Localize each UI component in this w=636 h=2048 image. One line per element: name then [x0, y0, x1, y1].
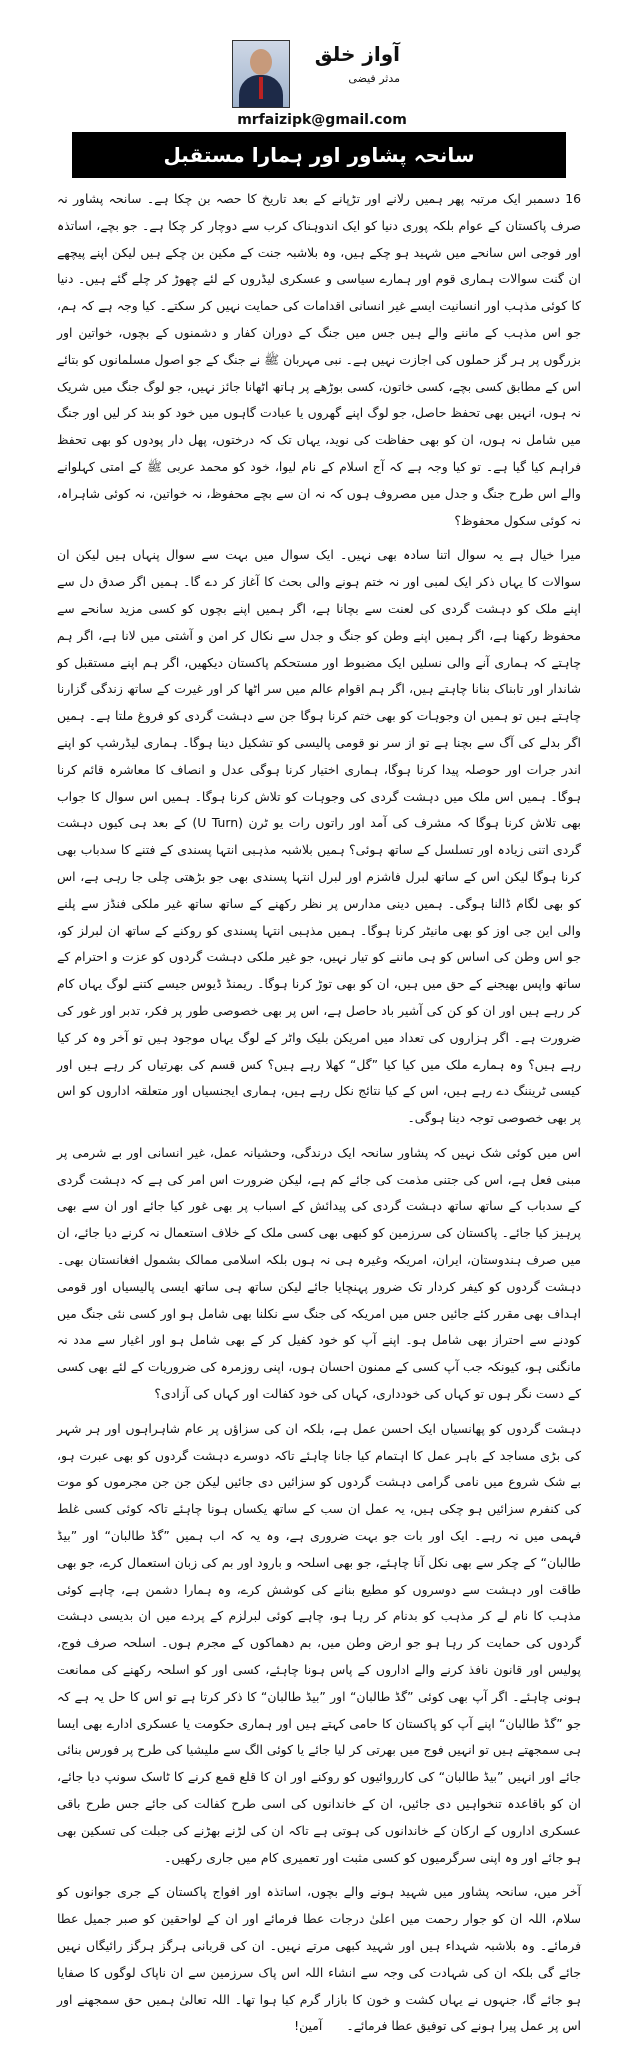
- article-body: [57, 186, 581, 2048]
- author-email: mrfaizipk@gmail.com: [237, 112, 407, 128]
- paragraph: اس میں کوئی شک نہیں کہ پشاور سانحہ ایک درندگی، وحشیانہ عمل، غیر انسانی اور بے شرمی پر مبنی فعل ہے، اس کی جتنی مذمت کی جائے کم ہے، لیکن ضرورت اس امر کی ہے کہ دہشت گردی کے سدباب کے ساتھ ساتھ دہشت گردی کی پیدائش کے اسباب پر بھی غور کیا جائے اور ان سے بھی پرہیز کیا جائے۔ پاکستان کی سرزمین کو کبھی بھی کسی ملک کے خلاف استعمال نہ کرنے دیا جائے، ان میں صرف ہندوستان، ایران، امریکہ وغیرہ ہی نہ ہوں بلکہ اسلامی ممالک بشمول افغانستان بھی۔ دہشت گردوں کو کیفر کردار تک ضرور پہنچایا جائے لیکن ساتھ ہی ساتھ ایسی پالیسیاں اور قومی اہداف بھی مقرر کئے جائیں جس میں امریکہ کی جنگ سے نکلنا بھی شامل ہو اور کسی نئی جنگ میں کودنے سے احتراز بھی شامل ہو۔ اپنے آپ کو خود کفیل کر کے بھی شامل ہو اور اغیار سے مدد نہ مانگنی ہو، کیونکہ جب آپ کسی کے ممنون احسان ہوں، اپنی روزمرہ کی ضروریات کے لئے بھی کسی کے دست نگر ہوں تو کہاں کی خودداری، کہاں کی خود کفالت اور کہاں کی آزادی؟: [57, 1144, 581, 1402]
- paragraph: [57, 1879, 581, 2040]
- paragraph: میرا خیال ہے یہ سوال اتنا سادہ بھی نہیں۔ ایک سوال میں بہت سے سوال پنہاں ہیں لیکن ان سوالات کا یہاں ذکر ایک لمبی اور نہ ختم ہونے والی بحث کا آغاز کر دے گا۔ ہمیں اگر صدق دل سے اپنے ملک کو دہشت گردی کی لعنت سے بچانا ہے، اگر ہمیں اپنے بچوں کو کسی مزید سانحے سے محفوظ رکھنا ہے، اگر ہمیں اپنے وطن کو جنگ و جدل سے نکال کر امن و آشتی میں لانا ہے، اگر ہم چاہتے کہ ہماری آنے والی نسلیں ایک مضبوط اور مستحکم پاکستان دیکھیں، اگر ہم اپنے مستقبل کو شاندار اور تابناک بنانا چاہتے ہیں، اگر ہم اقوام عالم میں سر اٹھا کر اور غیرت کے ساتھ زندگی گزارنا چاہتے ہیں تو ہمیں ان وجوہات کو بھی ختم کرنا ہوگا جن سے دہشت گردی کو فروغ ملتا ہے۔ ہمیں اگر بدلے کی آگ سے بچنا ہے تو از سر نو قومی پالیسی کو تشکیل دینا ہوگا۔ ہماری لیڈرشپ کو اپنے اندر جرات اور حوصلہ پیدا کرنا ہوگا، ہماری اختیار کرنا ہوگی عدل و انصاف کا معاشرہ قائم کرنا ہوگا۔ ہمیں اس ملک میں دہشت گردی کی وجوہات کو تلاش کرنا ہوگا۔ ہمیں اس سوال کا جواب بھی تلاش کرنا ہوگا کہ مشرف کی آمد اور راتوں رات یو ٹرن (U Turn) کے بعد ہی کیوں دہشت گردی اتنی زیادہ اور تسلسل کے ساتھ ہوئی؟ ہمیں بلاشبہ مذہبی انتہا پسندی کے فتنے کا سدباب بھی کرنا ہوگا لیکن اس کے ساتھ لبرل فاشزم اور لبرل انتہا پسندی بھی جو بڑھتی چلی جا رہی ہے، اس کو بھی لگام ڈالنا ہوگی۔ ہمیں دینی مدارس پر نظر رکھنے کے ساتھ ساتھ غیر ملکی فنڈز سے پلنے والی این جی اوز کو بھی مانیٹر کرنا ہوگا۔ ہمیں مذہبی انتہا پسندی کو روکنے کے ساتھ ان لبرلز کو، جو اس وطن کی اساس کو ہی ماننے کو تیار نہیں، جو غیر ملکی دہشت گردوں کو عزت و احترام کے ساتھ واپس بھیجنے کے حق میں ہیں، ان کو بھی توڑ کرنا ہوگا۔ ریمنڈ ڈیوس جیسے کتنے لوگ یہاں کام کر رہے ہیں اور ان کو کن کی آشیر باد حاصل ہے، اس پر بھی خصوصی طور پر فکر، تدبر اور غور کی ضرورت ہے۔ اگر ہزاروں کی تعداد میں امریکن بلیک واٹر کے لوگ یہاں موجود ہیں تو آخر وہ کر کیا رہے ہیں؟ وہ ہمارے ملک میں کیا کیا ”گل“ کھلا رہے ہیں؟ کس قسم کی بھرتیاں کر رہے ہیں اور کیسی ٹریننگ دے رہے ہیں، اس کے کیا نتائج نکل رہے ہیں، ہماری ایجنسیاں اور متعلقہ اداروں کو اس پر بھی خصوصی توجہ دینا ہوگی۔: [57, 547, 582, 1126]
- author-photo: [232, 40, 290, 108]
- column-masthead: [232, 36, 412, 132]
- closing-word: آمین!: [294, 2018, 323, 2034]
- closing-paragraph-text: آخر میں، سانحہ پشاور میں شہید ہونے والے بچوں، اساتذہ اور افواج پاکستان کے جری جوانوں کو سلام، اللہ ان کو جوار رحمت میں اعلیٰ درجات عطا فرمائے اور ان کے لواحقین کو صبر جمیل عطا فرمائے۔ وہ بلاشبہ شہداء ہیں اور شہید کبھی مرتے نہیں۔ ان کی قربانی ہرگز ہرگز رائیگاں نہیں جائے گی بلکہ ان کی شہادت کی وجہ سے انشاء اللہ اس پاک سرزمین سے ان ناپاک لوگوں کا صفایا ہو جائے گا، جنہوں نے یہاں کشت و خون کا بازار گرم کیا ہوا تھا۔ اللہ تعالیٰ ہمیں حق سمجھنے اور اس پر عمل پیرا ہونے کی توفیق عطا فرمائے۔: [57, 1884, 581, 2034]
- paragraph: دہشت گردوں کو پھانسیاں ایک احسن عمل ہے، بلکہ ان کی سزاؤں پر عام شاہراہوں اور ہر شہر کی بڑی مساجد کے باہر عمل کا اہتمام کیا جانا چاہئے تاکہ دوسرے دہشت گردوں کو بھی عبرت ہو، بے شک شروع میں نامی گرامی دہشت گردوں کو سزائیں دی جائیں لیکن جن جن مجرموں کو موت کی کنفرم سزائیں ہو چکی ہیں، یہ عمل ان سب کے ساتھ یکساں ہونا چاہئے تاکہ کوئی کسی غلط فہمی میں نہ رہے۔ ایک اور بات جو بہت ضروری ہے، وہ یہ کہ اب ہمیں ”گڈ طالبان“ اور ”بیڈ طالبان“ کے چکر سے بھی نکل آنا چاہئے، جو بھی اسلحہ و بارود اور بم کی زبان استعمال کرے، جو بھی طاقت اور دہشت سے دوسروں کو مطیع بنانے کی کوشش کرے، وہ ہمارا دشمن ہے، چاہے کوئی مذہب کا نام لے کر مذہب کو بدنام کر رہا ہو، چاہے کوئی لبرلزم کے پردے میں ان بدیسی دہشت گردوں کی حمایت کر رہا ہو جو ارض وطن میں، بم دھماکوں کے مجرم ہوں۔ اسلحہ صرف فوج، پولیس اور قانون نافذ کرنے والے اداروں کے پاس ہونا چاہئے، کسی اور کو اسلحہ رکھنے کی ممانعت ہونی چاہئے۔ اگر آپ بھی کوئی ”گڈ طالبان“ اور ”بیڈ طالبان“ کا ذکر کرتا ہے تو اس کا حل یہ ہے کہ جو ”گڈ طالبان“ اپنے آپ کو پاکستان کا حامی کہتے ہیں اور ہماری حکومت یا عسکری ادارے بھی ایسا ہی سمجھتے ہیں تو انہیں فوج میں بھرتی کر لیا جائے یا کوئی الگ سے ملیشیا کی طرح پر فورس بنائی جائے اور انہیں ”بیڈ طالبان“ کی کارروائیوں کو روکنے اور ان کا قلع قمع کرنے کا ٹاسک سونپ دیا جائے، ان کو باقاعدہ تنخواہیں دی جائیں، ان کے خاندانوں کی اسی طرح کفالت کی جائے جس طرح باقی عسکری اداروں کے ارکان کے خاندانوں کی ہوتی ہے تاکہ ان کی لڑنے بھڑنے کی جبلت کی تسکین بھی ہو جائے اور وہ اپنی سرگرمیوں کو کسی مثبت اور تعمیری کام میں جاری رکھیں۔: [57, 1420, 581, 1865]
- author-name: مدثر فیضی: [348, 72, 400, 85]
- column-title: آواز خلق: [314, 42, 400, 66]
- paragraph: 16 دسمبر ایک مرتبہ پھر ہمیں رلانے اور تڑپانے کے بعد تاریخ کا حصہ بن چکا ہے۔ سانحہ پشاور نہ صرف پاکستان کے عوام بلکہ پوری دنیا کو ایک اندوہناک کرب سے دوچار کر چکا ہے۔ جو بچے، اساتذہ اور فوجی اس سانحے میں شہید ہو چکے ہیں، وہ بلاشبہ جنت کے مکین بن چکے ہیں لیکن اپنے پیچھے ان گنت سوالات ہماری قوم اور ہمارے سیاسی و عسکری لیڈروں کے لئے چھوڑ کر چلے گئے ہیں۔ دنیا کا کوئی مذہب اور انسانیت ایسے غیر انسانی اقدامات کی حمایت نہیں کر سکتے۔ کیا وجہ ہے کہ ہم، جو اس مذہب کے ماننے والے ہیں جس میں جنگ کے دوران کفار و دشمنوں کے بچوں، خواتین اور بزرگوں پر ہر گز حملوں کی اجازت نہیں ہے۔ نبی مہربان ﷺ نے جنگ کے جو اصول مسلمانوں کو بتائے اس کے مطابق کسی بچے، کسی خاتون، کسی بوڑھے پر ہاتھ اٹھانا جائز نہیں، جو لوگ جنگ میں شریک نہ ہوں، انہیں بھی تحفظ حاصل، جو لوگ اپنے گھروں یا عبادت گاہوں میں خود کو بند کر لیں اور جنگ میں شامل نہ ہوں، ان کو بھی حفاظت کی نوید، یہاں تک کہ درختوں، پھل دار پودوں کو بھی تحفظ فراہم کیا گیا ہے۔ تو کیا وجہ ہے کہ آج اسلام کے نام لیوا، خود کو محمد عربی ﷺ کے امتی کہلوانے والے اس طرح جنگ و جدل میں مصروف ہوں کہ نہ ان سے بچے محفوظ، نہ خواتین، نہ کوئی شاہراہ، نہ کوئی سکول محفوظ؟: [57, 191, 581, 528]
- article-headline: سانحہ پشاور اور ہمارا مستقبل: [72, 132, 566, 178]
